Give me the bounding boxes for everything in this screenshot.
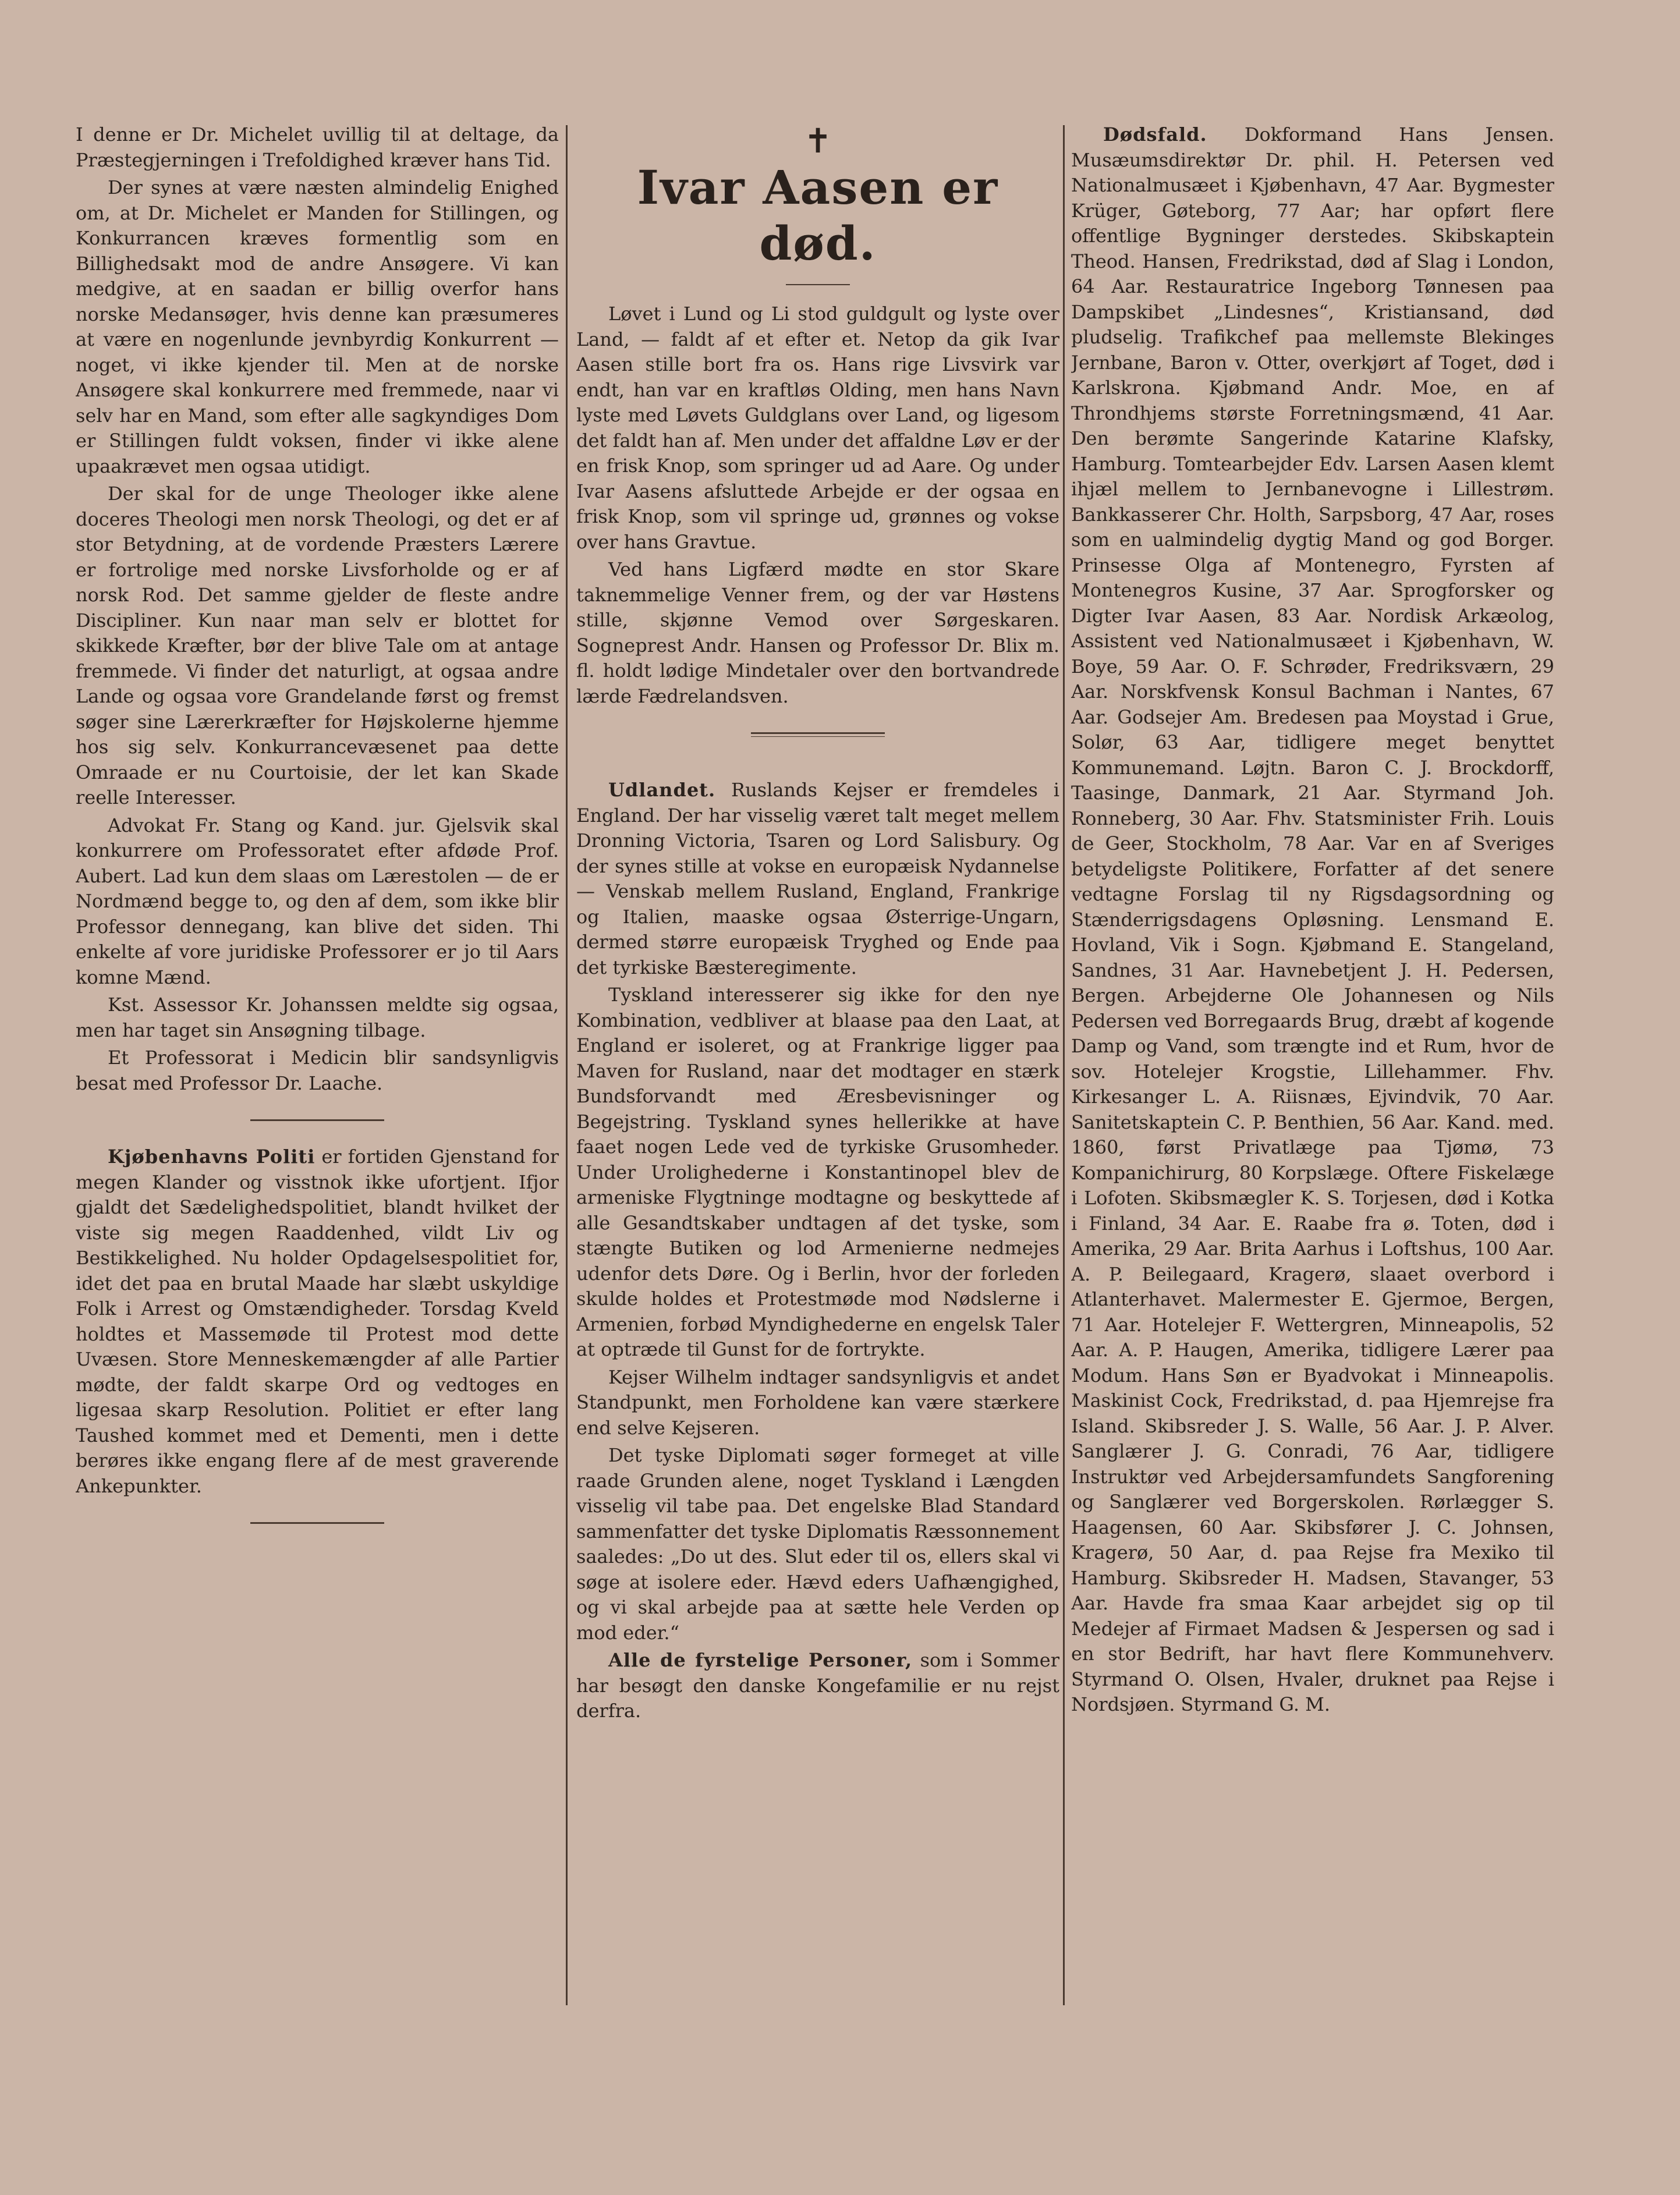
dodsfald-text: Dokformand Hans Jensen. Musæumsdirektør Dr. phil. H. Petersen ved Nationalmusæet i Kjøbenhavn, 47 Aar. Bygmester Krüger, Gøteborg, 77 Aar; har opført flere offentlige Bygninger derstedes. Skibskaptein Theod. Hansen, Fredrikstad, død af Slag i London, 64 Aar. Restauratrice Ingeborg Tønnesen paa Dampskibet „Lindesnes“, Kristiansand, død pludselig. Trafikchef paa mellemste Blekinges Jernbane, Baron v. Otter, overkjørt af Toget, død i Karlskrona. Kjøbmand Andr. Moe, en af Throndhjems største Forretningsmænd, 41 Aar. Den berømte Sangerinde Katarine Klafsky, Hamburg. Tomtearbejder Edv. Larsen Aasen klemt ihjæl mellem to Jernbanevogne i Lillestrøm. Bankkasserer Chr. Holth, Sarpsborg, 47 Aar, roses som en ualmindelig dygtig Mand og god Borger. Prinsesse Olga af Montenegro, Fyrsten af Montenegros Kusine, 37 Aar. Sprogforsker og Digter Ivar Aasen, 83 Aar. Nordisk Arkæolog, Assistent ved Nationalmusæet i Kjøbenhavn, W. Boye, 59 Aar. O. F. Schrøder, Fredriksværn, 29 Aar. Norskfvensk Konsul Bachman i Nantes, 67 Aar. Godsejer Am. Bredesen paa Moystad i Grue, Solør, 63 Aar, tidligere meget benyttet Kommunemand. Løjtn. Baron C. J. Brockdorff, Taasinge, Danmark, 21 Aar. Styrmand Joh. Ronneberg, 30 Aar. Fhv. Statsminister Frih. Louis de Geer, Stockholm, 78 Aar. Var en af Sveriges betydeligste Politikere, Forfatter af det senere vedtagne Forslag til ny Rigsdagsordning og Stænderrigsdagens Opløsning. Lensmand E. Hovland, Vik i Sogn. Kjøbmand E. Stangeland, Sandnes, 31 Aar. Havnebetjent J. H. Pedersen, Bergen. Arbejderne Ole Johannesen og Nils Pedersen ved Borregaards Brug, dræbt af kogende Damp og Vand, som trængte ind et Rum, hvor de sov. Hotelejer Krogstie, Lillehammer. Fhv. Kirkesanger L. A. Riisnæs, Ejvindvik, 70 Aar. Sanitetskaptein C. P. Benthien, 56 Aar. Kand. med. 1860, først Privatlæge paa Tjømø, 73 Kompanichirurg, 80 Korpslæge. Oftere Fiskelæge i Lofoten. Skibsmægler K. S. Torjesen, død i Kotka i Finland, 34 Aar. E. Raabe fra ø. Toten, død i Amerika, 29 Aar. Brita Aarhus i Loftshus, 100 Aar. A. P. Beilegaard, Kragerø, slaaet overbord i Atlanterhavet. Malermester E. Gjermoe, Bergen, 71 Aar. Hotelejer F. Wettergren, Minneapolis, 52 Aar. A. P. Haugen, Amerika, tidligere Lærer paa Modum. Hans Søn er Byadvokat i Minneapolis. Maskinist Cock, Fredrikstad, d. paa Hjemrejse fra Island. Skibsreder J. S. Walle, 56 Aar. J. P. Alver. Sanglærer J. G. Conradi, 76 Aar, tidligere Instruktør ved Arbejdersamfundets Sangforening og Sanglærer ved Borgerskolen. Rørlægger S. Haagensen, 60 Aar. Skibsfører J. C. Johnsen, Kragerø, 50 Aar, d. paa Rejse fra Mexiko til Hamburg. Skibsreder H. Madsen, Stavanger, 53 Aar. Havde fra smaa Kaar arbejdet sig op til Medejer af Firmaet Madsen & Jespersen og sad i en stor Bedrift, har havt flere Kommunehverv. Styrmand O. Olsen, Hvaler, druknet paa Rejse i Nordsjøen. Styrmand G. M. [1071, 123, 1554, 1715]
paragraph: Et Professorat i Medicin blir sandsynligvis besat med Professor Dr. Laache. [76, 1047, 559, 1094]
paragraph: Tyskland interesserer sig ikke for den nye Kombination, vedbliver at blaase paa den Laat, at England er isoleret, og at Frankrige ligger paa Maven for Rusland, naar det modtager en stærk Bundsforvandt med Æresbevisninger og Begejstring. Tyskland synes hellerikke at have faaet nogen Lede ved de tyrkiske Grusomheder. Under Urolighederne i Konstantinopel blev de armeniske Flygtninge modtagne og beskyttede af alle Gesandtskaber undtagen af det tyske, som stængte Butiken og lod Armenierne nedmejes udenfor dets Døre. Og i Berlin, hvor der forleden skulde holdes et Protestmøde mod Nødslerne i Armenien, forbød Myndighederne en engelsk Taler at optræde til Gunst for de fortrykte. [576, 984, 1059, 1360]
paragraph: Det tyske Diplomati søger formeget at ville raade Grunden alene, noget Tyskland i Længden visselig vil tabe paa. Det engelske Blad Standard sammenfatter det tyske Diplomatis Ræssonnement saaledes: „Do ut des. Slut eder til os, ellers skal vi søge at isolere eder. Hævd eders Uafhængighed, og vi skal arbejde paa at sætte hele Verden op mod eder.“ [576, 1444, 1059, 1644]
udlandet-lead: Udlandet. [608, 779, 716, 801]
headline-divider [786, 284, 850, 285]
paragraph: Kejser Wilhelm indtager sandsynligvis et andet Standpunkt, men Forholdene kan være stærkere end selve Kejseren. [576, 1366, 1059, 1439]
obituary-paragraph: Ved hans Ligfærd mødte en stor Skare taknemmelige Venner frem, og der var Høstens stille, skjønne Vemod over Sørgeskaren. Sogneprest Andr. Hansen og Professor Dr. Blix m. fl. holdt lødige Mindetaler over den bortvandrede lærde Fædrelandsven. [576, 558, 1059, 707]
column-2 [576, 122, 1059, 2008]
section-divider [751, 732, 885, 737]
personer-article [576, 1648, 1059, 1724]
dodsfald-lead: Dødsfald. [1103, 123, 1207, 146]
dodsfald-article [1071, 122, 1554, 1718]
paragraph: Advokat Fr. Stang og Kand. jur. Gjelsvik skal konkurrere om Professoratet efter afdøde Prof. Aubert. Lad kun dem slaas om Lærestolen — de er Nordmænd begge to, og den af dem, som ikke blir Professor dennegang, kan blive det siden. Thi enkelte af vore juridiske Professorer er jo til Aars komne Mænd. [76, 814, 559, 988]
column-3 [1071, 122, 1554, 2008]
headline: Ivar Aasen er død. [637, 160, 999, 271]
paragraph: Der synes at være næsten almindelig Enighed om, at Dr. Michelet er Manden for Stillingen, og Konkurrancen kræves formentlig som en Billighedsakt mod de andre Ansøgere. Vi kan medgive, at en saadan er billig overfor hans norske Medansøger, hvis denne kan præsumeres at være en nogenlunde jevnbyrdig Konkurrent — noget, vi ikke kjender til. Men at de norske Ansøgere skal konkurrere med fremmede, naar vi selv har en Mand, som efter alle sagkyndiges Dom er Stillingen fuldt voksen, finder vi ikke alene upaakrævet men ogsaa utidigt. [76, 176, 559, 477]
cross-icon: ✝ [803, 122, 832, 161]
paragraph: Kst. Assessor Kr. Johanssen meldte sig ogsaa, men har taget sin Ansøgning tilbage. [76, 994, 559, 1041]
section-divider [250, 1522, 384, 1524]
politi-lead: Kjøbenhavns Politi [108, 1146, 316, 1168]
obituary-paragraph: Løvet i Lund og Li stod guldgult og lyste over Land, — faldt af et efter et. Netop da gik Ivar Aasen stille bort fra os. Hans rige Livsvirk var endt, han var en kraftløs Olding, men hans Navn lyste med Løvets Guldglans over Land, og ligesom det faldt han af. Men under det affaldne Løv er der en frisk Knop, som springer ud ad Aare. Og under Ivar Aasens afsluttede Arbejde er der ogsaa en frisk Knop, som vil springe ud, grønnes og vokse over hans Gravtue. [576, 303, 1059, 553]
udlandet-text: Ruslands Kejser er fremdeles i England. Der har visselig været talt meget mellem Dronning Victoria, Tsaren og Lord Salisbury. Og der synes stille at vokse en europæisk Nydannelse — Venskab mellem Rusland, England, Frankrige og Italien, maaske ogsaa Østerrige-Ungarn, dermed større europæisk Tryghed og Ende paa det tyrkiske Bæsteregimente. [576, 779, 1059, 978]
column-rule-left [566, 125, 568, 2005]
column-1 [76, 122, 559, 2008]
paragraph: Der skal for de unge Theologer ikke alene doceres Theologi men norsk Theologi, og det er af stor Betydning, at de vordende Præsters Lærere er fortrolige med norske Livsforholde og er af norsk Rod. Det samme gjelder de fleste andre Discipliner. Kun naar man selv er blottet for skikkede Kræfter, bør der blive Tale om at antage fremmede. Vi finder det naturligt, at ogsaa andre Lande og ogsaa vore Grandelande først og fremst søger sine Lærerkræfter for Højskolerne hjemme hos sig selv. Konkurrancevæsenet paa dette Omraade er nu Courtoisie, der let kan Skade reelle Interesser. [76, 483, 559, 809]
paragraph: I denne er Dr. Michelet uvillig til at deltage, da Præstegjerningen i Trefoldighed kræver hans Tid. [76, 123, 559, 171]
column-rule-right [1063, 125, 1065, 2005]
politi-article [76, 1144, 559, 1499]
udlandet-article [576, 778, 1059, 980]
politi-text: er fortiden Gjenstand for megen Klander og visstnok ikke ufortjent. Ifjor gjaldt det Sædelighedspolitiet, blandt hvilket der viste sig megen Raaddenhed, vildt Liv og Bestikkelighed. Nu holder Opdagelsespolitiet for, idet det paa en brutal Maade har slæbt uskyldige Folk i Arrest og Omstændigheder. Torsdag Kveld holdtes et Massemøde til Protest mod dette Uvæsen. Store Menneskemængder af alle Partier mødte, der faldt skarpe Ord og vedtoges en ligesaa skarp Resolution. Politiet er efter lang Taushed kommet med et Dementi, men i dette berøres ikke engang flere af de mest graverende Ankepunkter. [76, 1146, 559, 1497]
section-divider [250, 1119, 384, 1121]
personer-text: som i Sommer har besøgt den danske Kongefamilie er nu rejst derfra. [576, 1649, 1059, 1722]
personer-lead: Alle de fyrstelige Personer, [608, 1649, 913, 1671]
